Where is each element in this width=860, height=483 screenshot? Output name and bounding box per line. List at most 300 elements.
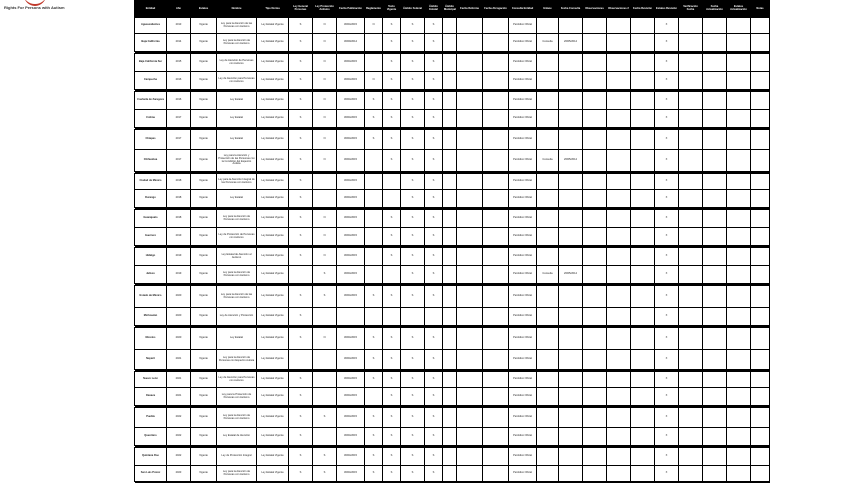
table-cell: 30/04/2015 — [337, 92, 365, 110]
table-cell — [679, 388, 703, 406]
table-cell: S — [425, 190, 443, 208]
table-cell: Puebla — [135, 408, 167, 428]
table-cell — [703, 92, 727, 110]
table-cell — [457, 350, 483, 370]
table-cell: X — [655, 328, 679, 350]
table-cell — [631, 110, 655, 128]
table-cell — [727, 92, 751, 110]
table-cell: S — [383, 248, 401, 266]
table-cell — [537, 408, 559, 428]
table-cell — [457, 72, 483, 90]
table-cell: S — [365, 408, 383, 428]
table-cell: S — [425, 266, 443, 284]
table-cell: 2020 — [167, 286, 191, 308]
table-cell: S — [313, 266, 337, 284]
table-cell — [607, 54, 631, 72]
table-cell: Periódico Oficial — [509, 388, 537, 406]
table-cell: N — [313, 210, 337, 228]
table-cell — [751, 72, 770, 90]
table-cell: 2020 — [167, 308, 191, 326]
table-cell: Periódico Oficial — [509, 372, 537, 388]
table-cell: S — [365, 466, 383, 482]
table-cell: S — [289, 210, 313, 228]
table-cell: Vigente — [191, 466, 217, 482]
table-cell — [703, 428, 727, 446]
table-cell — [443, 130, 457, 150]
table-row — [135, 174, 770, 190]
table-cell: S — [289, 174, 313, 190]
table-cell — [483, 350, 509, 370]
table-cell: S — [401, 408, 425, 428]
table-cell: Periódico Oficial — [509, 266, 537, 284]
table-cell — [457, 388, 483, 406]
table-cell: Ley Estatal Vigente — [257, 328, 289, 350]
table-cell — [607, 408, 631, 428]
table-cell: Ley para la Atención de Personas con Autismo — [217, 408, 257, 428]
table-cell: 26/05/2014 — [559, 150, 583, 172]
column-header: Estatus Revisión — [655, 1, 679, 18]
table-cell — [443, 150, 457, 172]
table-cell — [607, 248, 631, 266]
table-cell — [383, 190, 401, 208]
table-row — [135, 34, 770, 52]
table-cell: S — [383, 466, 401, 482]
table-cell: 2021 — [167, 388, 191, 406]
table-cell — [703, 72, 727, 90]
table-cell: Colima — [135, 110, 167, 128]
table-cell: S — [365, 328, 383, 350]
table-cell: S — [289, 72, 313, 90]
table-cell — [631, 54, 655, 72]
table-cell — [443, 428, 457, 446]
table-cell — [631, 72, 655, 90]
table-cell: Vigente — [191, 150, 217, 172]
table-cell — [727, 466, 751, 482]
table-cell: Vigente — [191, 286, 217, 308]
table-cell — [751, 130, 770, 150]
table-cell — [537, 174, 559, 190]
table-cell — [751, 308, 770, 326]
table-cell — [727, 174, 751, 190]
table-cell: Vigente — [191, 428, 217, 446]
table-cell — [537, 328, 559, 350]
table-cell — [727, 18, 751, 34]
table-cell: Periódico Oficial — [509, 110, 537, 128]
table-cell — [703, 190, 727, 208]
table-cell — [559, 308, 583, 326]
table-cell: S — [425, 248, 443, 266]
table-cell — [679, 150, 703, 172]
column-header: Ámbito Estatal — [425, 1, 443, 18]
table-cell: Vigente — [191, 248, 217, 266]
table-cell: 30/04/2015 — [337, 72, 365, 90]
table-cell — [751, 448, 770, 466]
table-cell: X — [655, 130, 679, 150]
table-cell: Periódico Oficial — [509, 308, 537, 326]
table-cell — [483, 190, 509, 208]
table-cell — [727, 72, 751, 90]
table-cell — [679, 408, 703, 428]
table-cell: 2020 — [167, 328, 191, 350]
table-cell: Ley de Atención para Personas con Autismo — [217, 372, 257, 388]
table-cell — [631, 34, 655, 52]
table-cell — [559, 286, 583, 308]
table-cell: 2013 — [167, 18, 191, 34]
table-cell — [751, 92, 770, 110]
table-row — [135, 110, 770, 128]
table-cell — [457, 466, 483, 482]
table-cell: S — [401, 448, 425, 466]
table-cell: Ley Estatal Vigente — [257, 228, 289, 246]
table-cell — [583, 286, 607, 308]
table-cell: 2016 — [167, 72, 191, 90]
table-cell — [443, 466, 457, 482]
table-cell — [703, 110, 727, 128]
table-cell — [559, 72, 583, 90]
table-cell: Durango — [135, 190, 167, 208]
table-cell — [631, 130, 655, 150]
table-cell: S — [401, 34, 425, 52]
table-cell — [607, 190, 631, 208]
table-cell: Chihuahua — [135, 150, 167, 172]
table-cell: Ley de Protección de Personas con Autismo — [217, 228, 257, 246]
table-cell: S — [383, 210, 401, 228]
table-cell — [583, 228, 607, 246]
table-cell: S — [425, 286, 443, 308]
table-cell: S — [313, 448, 337, 466]
table-cell — [365, 266, 383, 284]
table-cell — [443, 308, 457, 326]
table-cell: S — [425, 18, 443, 34]
table-cell — [443, 266, 457, 284]
table-cell — [607, 328, 631, 350]
table-row — [135, 448, 770, 466]
table-cell — [483, 372, 509, 388]
table-cell: S — [401, 210, 425, 228]
table-cell — [679, 308, 703, 326]
table-cell — [365, 228, 383, 246]
table-cell — [483, 266, 509, 284]
column-header: Ley Protección Autismo — [313, 1, 337, 18]
table-cell — [751, 174, 770, 190]
table-cell: Aguascalientes — [135, 18, 167, 34]
table-cell — [583, 328, 607, 350]
table-cell — [751, 110, 770, 128]
table-cell — [443, 228, 457, 246]
table-cell: N — [313, 54, 337, 72]
table-cell: Periódico Oficial — [509, 92, 537, 110]
table-cell: 30/04/2015 — [337, 448, 365, 466]
table-cell — [679, 174, 703, 190]
table-cell — [631, 210, 655, 228]
table-cell: Quintana Roo — [135, 448, 167, 466]
table-cell — [751, 388, 770, 406]
table-cell — [703, 34, 727, 52]
table-cell: S — [383, 72, 401, 90]
table-cell: 30/04/2015 — [337, 428, 365, 446]
table-cell — [483, 286, 509, 308]
table-cell: Ley para la Atención de Personas con Autismo — [217, 210, 257, 228]
table-row — [135, 428, 770, 446]
table-cell — [607, 388, 631, 406]
table-cell: S — [425, 466, 443, 482]
table-cell — [443, 72, 457, 90]
table-cell — [457, 328, 483, 350]
table-cell: X — [655, 286, 679, 308]
table-cell: X — [655, 228, 679, 246]
table-cell — [537, 228, 559, 246]
table-cell: Consulta — [537, 150, 559, 172]
table-cell: X — [655, 408, 679, 428]
table-cell — [751, 372, 770, 388]
table-cell: 2014 — [167, 34, 191, 52]
table-cell: 30/04/2015 — [337, 150, 365, 172]
table-cell: Vigente — [191, 18, 217, 34]
column-header: Ley General Personas — [289, 1, 313, 18]
table-cell: 2019 — [167, 228, 191, 246]
table-row — [135, 92, 770, 110]
table-cell — [313, 388, 337, 406]
table-cell — [443, 110, 457, 128]
table-cell: Ley para la Atención de Personas con Espectro Autista — [217, 350, 257, 370]
table-cell: S — [365, 350, 383, 370]
table-cell: Ciudad de México — [135, 174, 167, 190]
table-cell — [727, 286, 751, 308]
table-cell: Michoacán — [135, 308, 167, 326]
column-header: Estatus Actualización — [727, 1, 751, 18]
table-cell: Ley Estatal Vigente — [257, 428, 289, 446]
table-cell — [457, 372, 483, 388]
table-cell — [727, 190, 751, 208]
table-cell: N — [313, 248, 337, 266]
table-cell: 2016 — [167, 92, 191, 110]
table-cell: S — [401, 328, 425, 350]
table-cell — [443, 34, 457, 52]
table-cell — [537, 308, 559, 326]
table-cell: Vigente — [191, 388, 217, 406]
table-cell — [607, 350, 631, 370]
table-cell: Vigente — [191, 448, 217, 466]
table-cell — [483, 150, 509, 172]
table-cell — [583, 308, 607, 326]
table-cell — [727, 350, 751, 370]
table-cell: Periódico Oficial — [509, 54, 537, 72]
table-cell — [537, 350, 559, 370]
table-cell: Vigente — [191, 328, 217, 350]
table-cell — [727, 248, 751, 266]
table-cell: S — [289, 150, 313, 172]
table-cell — [457, 428, 483, 446]
table-cell — [443, 286, 457, 308]
table-cell — [559, 466, 583, 482]
table-cell — [679, 110, 703, 128]
table-cell — [483, 388, 509, 406]
table-cell — [443, 210, 457, 228]
table-cell — [559, 248, 583, 266]
spreadsheet — [134, 0, 729, 448]
table-cell: Ley Estatal Vigente — [257, 372, 289, 388]
table-cell: S — [313, 286, 337, 308]
table-cell — [703, 466, 727, 482]
table-cell — [727, 372, 751, 388]
table-cell — [583, 266, 607, 284]
table-cell: X — [655, 266, 679, 284]
table-cell: S — [289, 408, 313, 428]
table-cell: Ley Estatal Vigente — [257, 408, 289, 428]
table-cell — [727, 328, 751, 350]
table-cell — [583, 190, 607, 208]
table-cell — [483, 72, 509, 90]
table-cell — [679, 210, 703, 228]
table-cell: Periódico Oficial — [509, 174, 537, 190]
table-cell: Vigente — [191, 174, 217, 190]
table-cell: S — [383, 428, 401, 446]
table-cell — [559, 428, 583, 446]
table-cell — [457, 308, 483, 326]
table-cell: S — [365, 286, 383, 308]
table-cell: S — [383, 130, 401, 150]
table-cell: X — [655, 372, 679, 388]
table-cell — [631, 308, 655, 326]
table-cell — [607, 72, 631, 90]
table-cell — [583, 34, 607, 52]
table-cell: S — [289, 110, 313, 128]
table-cell: 30/04/2015 — [337, 228, 365, 246]
table-cell: Ley Estatal Vigente — [257, 130, 289, 150]
table-cell: S — [383, 372, 401, 388]
table-cell: 2017 — [167, 110, 191, 128]
table-row — [135, 350, 770, 370]
table-cell: S — [289, 190, 313, 208]
table-cell: N — [313, 150, 337, 172]
table-cell: Vigente — [191, 308, 217, 326]
table-cell: Ley Estatal — [217, 92, 257, 110]
table-cell — [751, 466, 770, 482]
table-row — [135, 388, 770, 406]
table-cell: Guerrero — [135, 228, 167, 246]
column-header: Tipo Norma — [257, 1, 289, 18]
table-cell — [751, 408, 770, 428]
table-row — [135, 54, 770, 72]
table-cell: N — [365, 18, 383, 34]
table-cell — [751, 428, 770, 446]
table-cell: S — [289, 228, 313, 246]
table-cell — [483, 328, 509, 350]
table-cell: 2018 — [167, 190, 191, 208]
table-cell — [537, 130, 559, 150]
table-cell: Vigente — [191, 130, 217, 150]
table-cell — [607, 372, 631, 388]
table-row — [135, 266, 770, 284]
table-cell — [751, 350, 770, 370]
table-cell — [457, 228, 483, 246]
table-cell — [727, 150, 751, 172]
table-cell: S — [401, 150, 425, 172]
table-cell: Vigente — [191, 372, 217, 388]
table-cell — [583, 466, 607, 482]
table-cell: 30/04/2015 — [337, 54, 365, 72]
table-cell: 2021 — [167, 372, 191, 388]
table-cell — [559, 388, 583, 406]
table-cell: Periódico Oficial — [509, 408, 537, 428]
table-row — [135, 18, 770, 34]
table-cell: S — [289, 466, 313, 482]
table-row — [135, 190, 770, 208]
table-cell: Ley Estatal Vigente — [257, 54, 289, 72]
table-cell — [607, 130, 631, 150]
table-cell — [751, 18, 770, 34]
table-cell — [751, 54, 770, 72]
table-cell: 30/04/2015 — [337, 388, 365, 406]
table-cell — [583, 92, 607, 110]
table-cell — [383, 266, 401, 284]
table-cell: X — [655, 18, 679, 34]
table-cell: S — [425, 110, 443, 128]
column-header: Texto Vigente — [383, 1, 401, 18]
table-cell — [289, 266, 313, 284]
table-cell — [559, 190, 583, 208]
table-cell — [703, 130, 727, 150]
table-cell: S — [425, 448, 443, 466]
table-cell — [443, 92, 457, 110]
table-cell — [679, 130, 703, 150]
column-header: Ámbito Federal — [401, 1, 425, 18]
logo — [4, 0, 134, 14]
header-row — [135, 1, 770, 18]
table-cell: X — [655, 190, 679, 208]
table-cell — [607, 286, 631, 308]
table-cell: S — [383, 388, 401, 406]
table-cell: S — [365, 110, 383, 128]
table-cell — [583, 130, 607, 150]
table-cell — [703, 228, 727, 246]
table-cell — [313, 174, 337, 190]
table-cell — [607, 18, 631, 34]
table-cell: Vigente — [191, 34, 217, 52]
table-cell: Periódico Oficial — [509, 190, 537, 208]
table-row — [135, 248, 770, 266]
table-cell: Ley Estatal Vigente — [257, 72, 289, 90]
table-cell — [383, 174, 401, 190]
table-cell: S — [425, 92, 443, 110]
table-row — [135, 228, 770, 246]
table-cell — [631, 190, 655, 208]
table-cell — [607, 92, 631, 110]
table-cell: Periódico Oficial — [509, 228, 537, 246]
table-cell — [483, 448, 509, 466]
table-cell — [313, 428, 337, 446]
table-cell — [703, 174, 727, 190]
column-header: Fecha Reforma — [457, 1, 483, 18]
table-cell — [483, 34, 509, 52]
table-cell: S — [383, 228, 401, 246]
table-cell: S — [289, 54, 313, 72]
table-cell: X — [655, 92, 679, 110]
table-cell — [537, 110, 559, 128]
table-cell: Guanajuato — [135, 210, 167, 228]
column-header: Fecha Publicación — [337, 1, 365, 18]
table-cell — [679, 286, 703, 308]
table-cell: Ley Estatal Vigente — [257, 448, 289, 466]
table-row — [135, 328, 770, 350]
table-cell: Ley para la Atención de las Personas con Autismo — [217, 18, 257, 34]
table-row — [135, 150, 770, 172]
table-cell — [607, 228, 631, 246]
table-cell — [607, 448, 631, 466]
table-cell — [679, 92, 703, 110]
table-cell: 2022 — [167, 408, 191, 428]
table-cell — [703, 150, 727, 172]
